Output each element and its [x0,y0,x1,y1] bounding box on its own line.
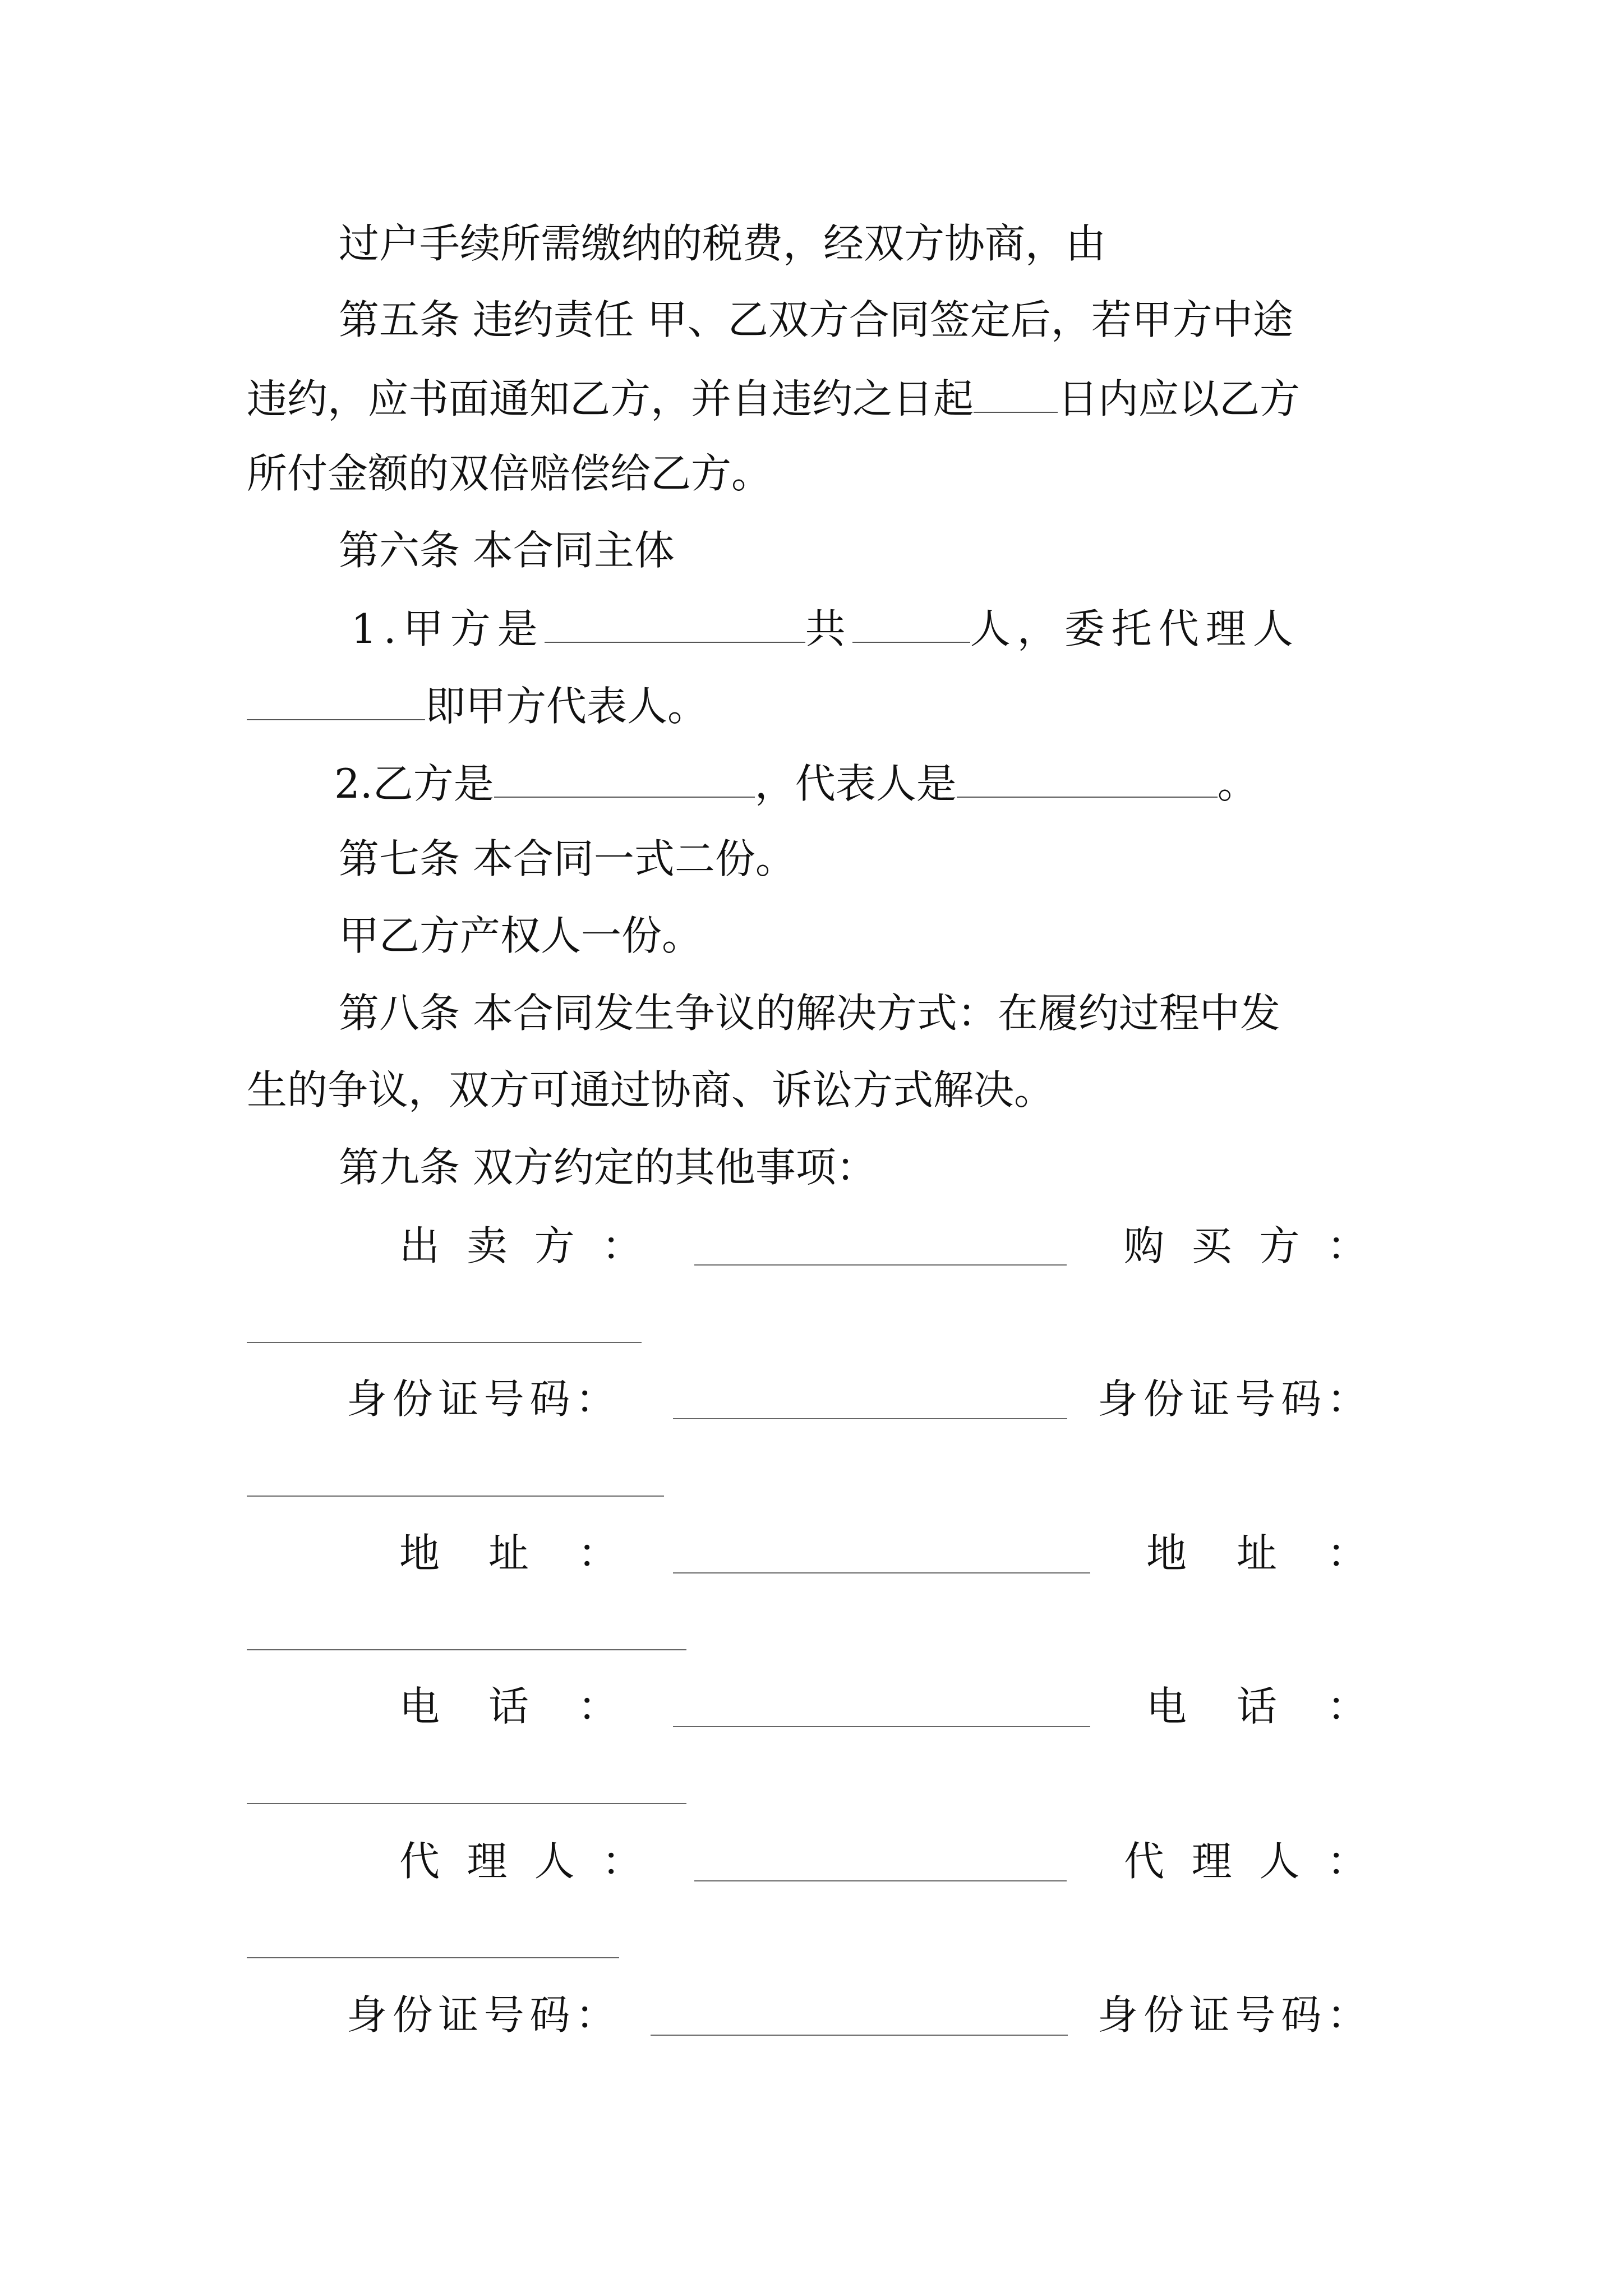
seller-agent-label: 代 理 人 ： [399,1838,642,1885]
article-9: 第九条 双方约定的其他事项： [339,1144,877,1191]
seller-agent-id-blank [651,2035,1068,2036]
article-6-heading: 第六条 本合同主体 [339,527,675,574]
seller-label: 出 卖 方 ： [399,1222,642,1269]
seller-id-blank [673,1418,1067,1419]
buyer-agent-label: 代 理 人 ： [1124,1838,1367,1885]
article-7: 第七条 本合同一式二份。 [339,835,796,882]
party-b-rep-blank [957,762,1218,798]
seller-agent-id-label: 身 份 证 号 码 ： [347,1991,616,2039]
article-5-line-3: 所付金额的双倍赔偿给乙方。 [247,450,772,497]
party-a-rep-text: 即甲方代表人。 [425,683,708,730]
buyer-phone-label: 电 话 ： [1146,1683,1367,1730]
party-b-rep-label: ，代表人是 [754,760,957,807]
party-b-name-blank [494,762,755,798]
buyer-agent-blank [247,1957,619,1958]
article-5-line-2 [247,375,1301,422]
buyer-id-blank [247,1496,664,1497]
seller-id-label: 身 份 证 号 码 ： [347,1375,616,1423]
seller-agent-blank [694,1880,1067,1881]
paragraph-tax: 过户手续所需缴纳的税费，经双方协商，由 [339,220,1106,267]
party-a-label: 1.甲方是 [351,605,545,652]
seller-phone-label: 电 话 ： [399,1683,618,1730]
days-blank [974,377,1058,413]
buyer-phone-blank [247,1803,686,1804]
buyer-address-blank [247,1649,686,1650]
buyer-address-label: 地 址 ： [1146,1530,1367,1577]
buyer-blank [247,1342,642,1343]
seller-phone-blank [673,1726,1090,1727]
party-b-line [334,760,1258,807]
party-b-end: 。 [1217,760,1258,807]
buyer-agent-id-label: 身 份 证 号 码 ： [1098,1991,1367,2039]
party-a-agent-blank [247,684,425,720]
buyer-label: 购 买 方 ： [1124,1222,1367,1269]
seller-address-blank [673,1572,1090,1573]
buyer-id-label: 身 份 证 号 码 ： [1098,1375,1367,1423]
article-5-line-1: 第五条 违约责任 甲、乙双方合同签定后，若甲方中途 [339,296,1293,343]
seller-address-label: 地 址 ： [399,1530,618,1577]
article-7-detail: 甲乙方产权人一份。 [339,912,703,959]
article-5-text-a: 违约，应书面通知乙方，并自违约之日起 [247,375,974,422]
article-8-line-2: 生的争议，双方可通过协商、诉讼方式解决。 [247,1066,1055,1114]
party-a-line-2 [247,683,708,730]
party-a-count-blank [852,607,970,643]
party-a-name-blank [545,607,805,643]
party-a-agent-label: 人，委托代理人 [970,605,1300,652]
article-8-line-1: 第八条 本合同发生争议的解决方式：在履约过程中发 [339,990,1280,1037]
article-5-text-b: 日内应以乙方 [1058,375,1301,422]
party-a-line-1 [351,605,1300,652]
seller-blank [694,1264,1067,1266]
party-a-count-label: 共 [805,605,852,652]
party-b-label: 2.乙方是 [334,760,494,807]
